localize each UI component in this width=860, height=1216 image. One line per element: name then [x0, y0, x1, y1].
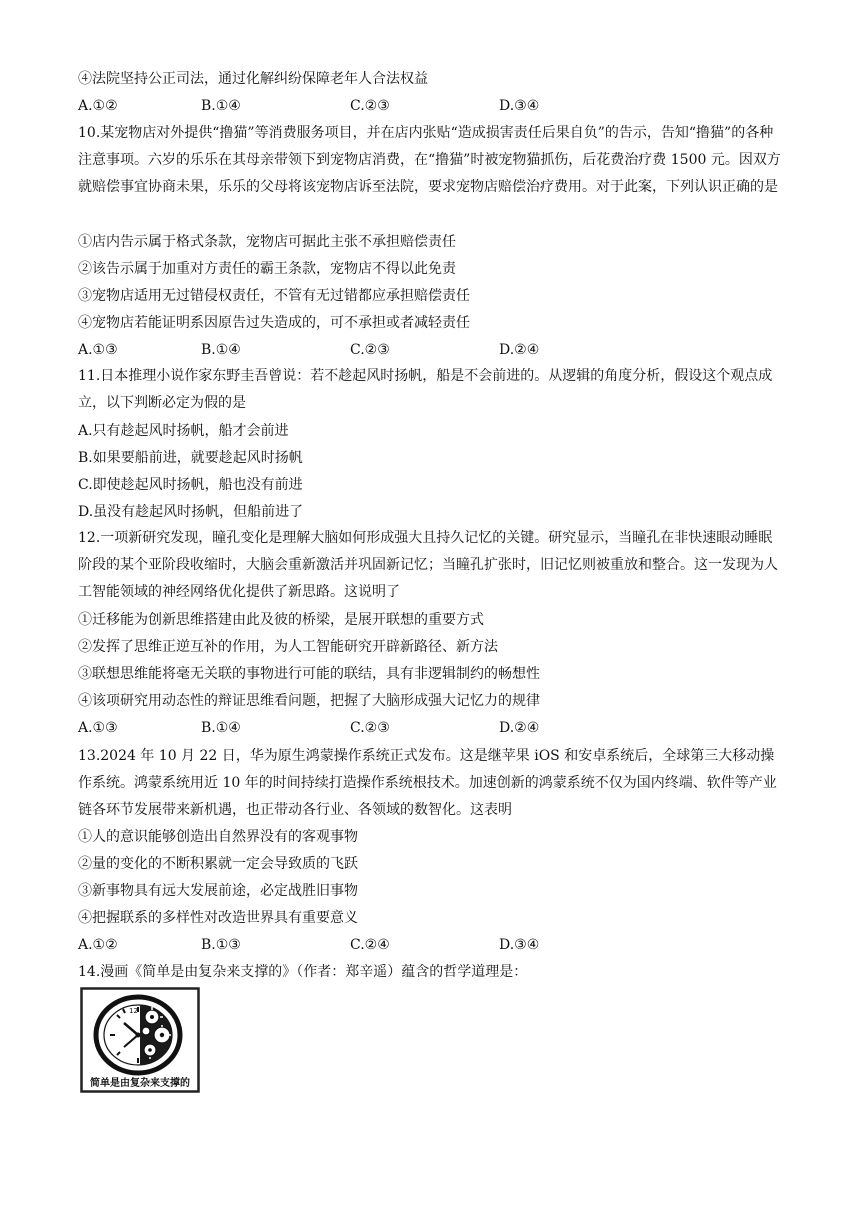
q10-option-c[interactable]: C.②③	[350, 342, 390, 358]
q13-options	[78, 935, 698, 955]
q9-statement-4: ④法院坚持公正司法，通过化解纠纷保障老年人合法权益	[78, 71, 428, 87]
q9-option-b[interactable]: B.①④	[201, 98, 241, 114]
q9-option-a[interactable]: A.①②	[78, 98, 118, 114]
q11-choice-a[interactable]: A.只有趁起风时扬帆，船才会前进	[78, 423, 289, 439]
q13-option-d[interactable]: D.③④	[499, 937, 540, 953]
q13-stem: 13.2024 年 10 月 22 日，华为原生鸿蒙操作系统正式发布。这是继苹果 iOS 和安卓系统后，全球第三大移动操作系统。鸿蒙系统用近 10 年的时间持续打造操作系统根技术。加速创新的鸿蒙系统不仅为国内终端、软件等产业链各环节发展带来新机遇，也正带动各行业、各领域的数智化。这表明	[78, 748, 777, 819]
q11-stem: 11.日本推理小说作家东野圭吾曾说：若不趁起风时扬帆，船是不会前进的。从逻辑的角度分析，假设这个观点成立，以下判断必定为假的是	[78, 368, 773, 412]
cartoon-caption: 简单是由复杂来支撑的	[90, 1078, 190, 1089]
q10-statement-2: ②该告示属于加重对方责任的霸王条款，宠物店不得以此免责	[78, 261, 456, 277]
q12-option-b[interactable]: B.①④	[201, 720, 241, 736]
q13-statement-1: ①人的意识能够创造出自然界没有的客观事物	[78, 829, 358, 845]
q13-statement-4: ④把握联系的多样性对改造世界具有重要意义	[78, 910, 358, 926]
clock-numeral-12: 12	[129, 1007, 138, 1015]
q12-option-c[interactable]: C.②③	[350, 720, 390, 736]
q10-stem: 10.某宠物店对外提供“撸猫”等消费服务项目，并在店内张贴“造成损害责任后果自负”的告示，告知“撸猫”的各种注意事项。六岁的乐乐在其母亲带领下到宠物店消费，在“撸猫”时被宠物猫抓伤，后花费治疗费 1500 元。因双方就赔偿事宜协商未果，乐乐的父母将该宠物店诉至法院，要求宠物店赔偿治疗费用。对于此案，下列认识正确的是	[78, 125, 781, 196]
q10-option-d[interactable]: D.②④	[499, 342, 540, 358]
q13-statement-3: ③新事物具有远大发展前途，必定战胜旧事物	[78, 883, 358, 899]
q9-option-c[interactable]: C.②③	[350, 98, 390, 114]
q12-statement-1: ①迁移能为创新思维搭建由此及彼的桥梁，是展开联想的重要方式	[78, 612, 484, 628]
q11-choice-b[interactable]: B.如果要船前进，就要趁起风时扬帆	[78, 450, 303, 466]
q12-option-d[interactable]: D.②④	[499, 720, 540, 736]
q12-option-a[interactable]: A.①③	[78, 720, 118, 736]
q12-statement-2: ②发挥了思维正逆互补的作用，为人工智能研究开辟新路径、新方法	[78, 639, 498, 655]
q14-stem: 14.漫画《简单是由复杂来支撑的》（作者：郑辛遥）蕴含的哲学道理是：	[78, 964, 528, 980]
q10-option-a[interactable]: A.①③	[78, 342, 118, 358]
q12-statement-3: ③联想思维能将毫无关联的事物进行可能的联结，具有非逻辑制约的畅想性	[78, 666, 540, 682]
q9-option-d[interactable]: D.③④	[499, 98, 540, 114]
q12-stem: 12.一项新研究发现，瞳孔变化是理解大脑如何形成强大且持久记忆的关键。研究显示，当瞳孔在非快速眼动睡眠阶段的某个亚阶段收缩时，大脑会重新激活并巩固新记忆；当瞳孔扩张时，旧记忆则被重放和整合。这一发现为人工智能领域的神经网络优化提供了新思路。这说明了	[78, 530, 778, 601]
q10-statement-4: ④宠物店若能证明系因原告过失造成的，可不承担或者减轻责任	[78, 315, 470, 331]
q13-option-b[interactable]: B.①③	[201, 937, 241, 953]
q12-statement-4: ④该项研究用动态性的辩证思维看问题，把握了大脑形成强大记忆力的规律	[78, 693, 540, 709]
q10-statement-3: ③宠物店适用无过错侵权责任，不管有无过错都应承担赔偿责任	[78, 288, 470, 304]
cartoon-image	[80, 987, 200, 1093]
q11-choice-c[interactable]: C.即使趁起风时扬帆，船也没有前进	[78, 477, 303, 493]
q10-statement-1: ①店内告示属于格式条款，宠物店可据此主张不承担赔偿责任	[78, 234, 456, 250]
cartoon-clock-gears-drawing	[80, 987, 200, 1093]
q13-option-a[interactable]: A.①②	[78, 937, 118, 953]
q11-choice-d[interactable]: D.虽没有趁起风时扬帆，但船前进了	[78, 504, 304, 520]
q9-options	[78, 96, 698, 116]
q13-option-c[interactable]: C.②④	[350, 937, 390, 953]
q12-options	[78, 718, 698, 738]
q10-options	[78, 340, 698, 360]
q10-option-b[interactable]: B.①④	[201, 342, 241, 358]
q13-statement-2: ②量的变化的不断积累就一定会导致质的飞跃	[78, 856, 358, 872]
